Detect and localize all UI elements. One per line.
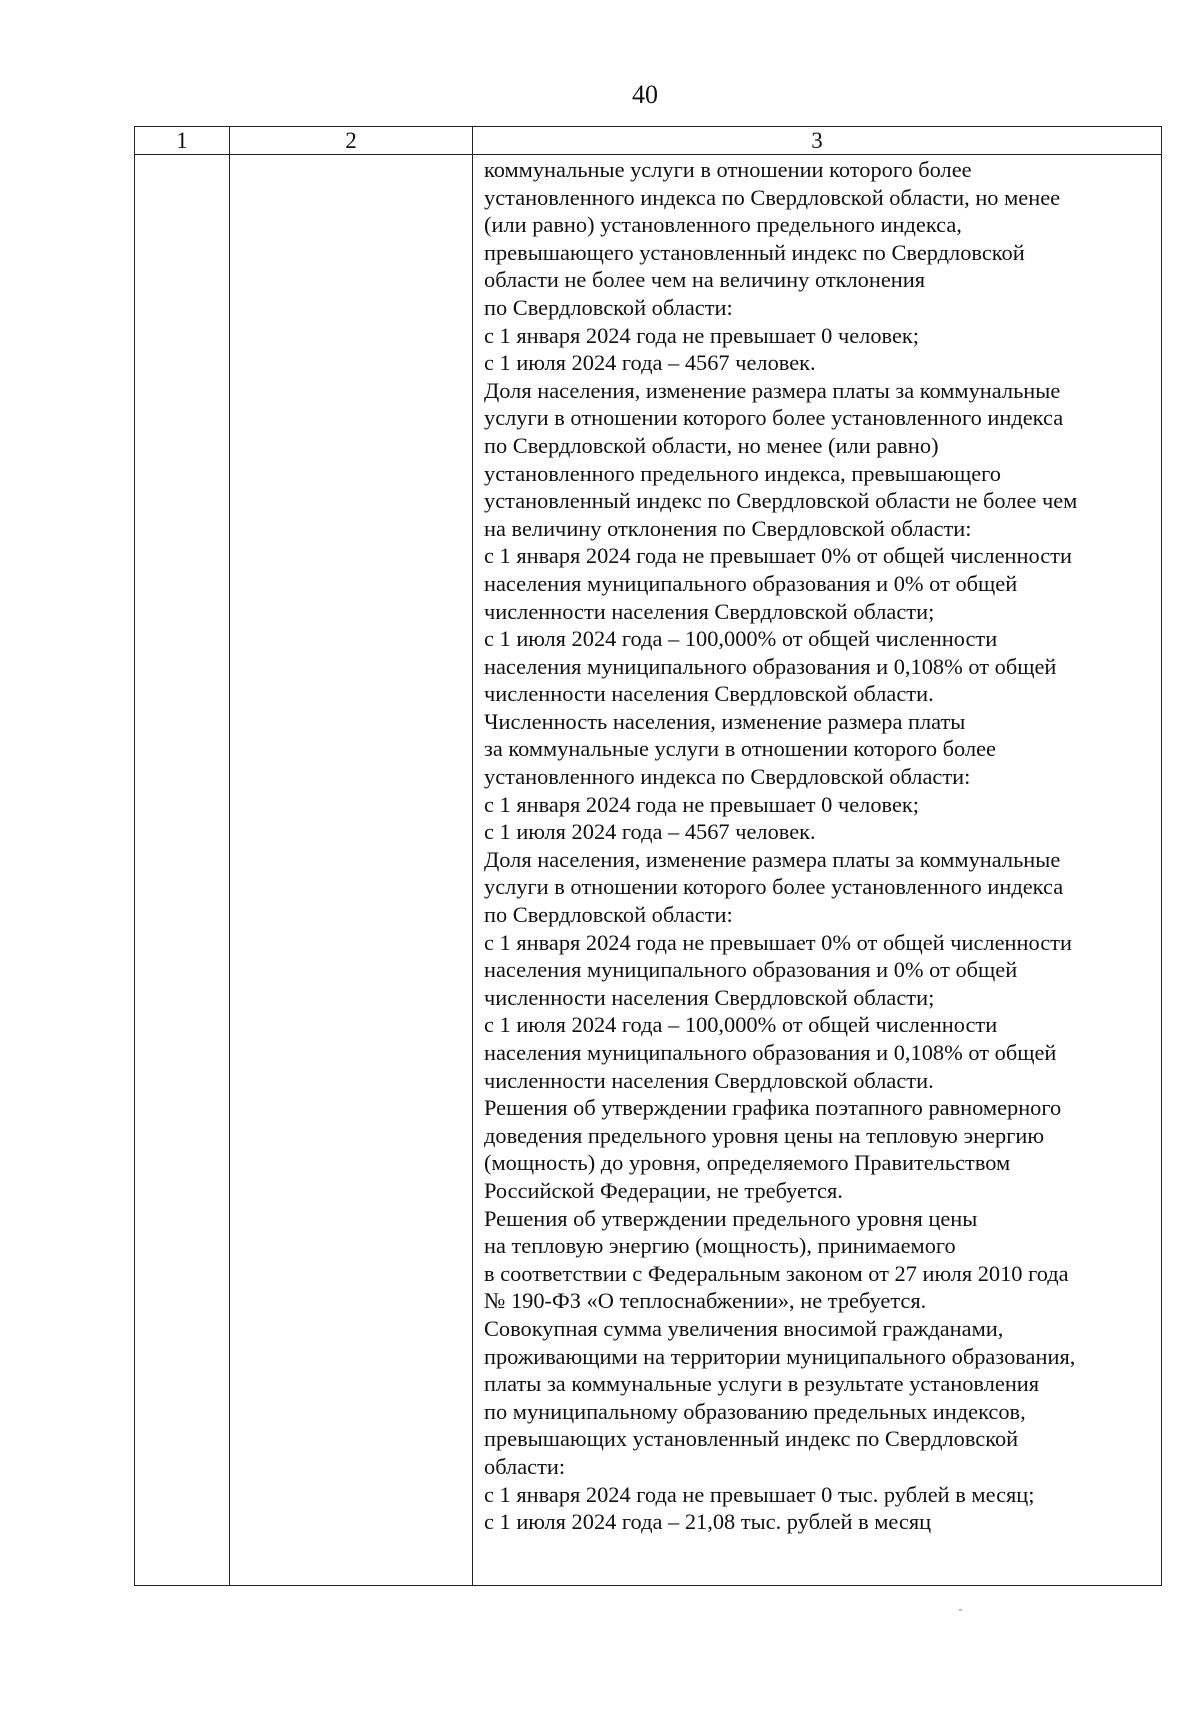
text-line: коммунальные услуги в отношении которого более xyxy=(484,157,972,182)
column-header-3: 3 xyxy=(473,127,1162,155)
scan-speck xyxy=(959,1609,962,1611)
text-line: установленного предельного индекса, превышающего xyxy=(484,460,1002,486)
text-line: с 1 июля 2024 года – 21,08 тыс. рублей в месяц xyxy=(484,1509,932,1535)
text-line: Совокупная сумма увеличения вносимой гражданами, xyxy=(484,1315,1004,1341)
text-line: установленного индекса по Свердловской области: xyxy=(484,764,971,790)
text-line: с 1 января 2024 года не превышает 0 человек; xyxy=(484,791,919,817)
text-line: на тепловую энергию (мощность), принимаемого xyxy=(484,1233,956,1259)
text-line: по Свердловской области: xyxy=(484,294,733,320)
text-line: Решения об утверждении предельного уровня цены xyxy=(484,1205,978,1231)
text-line: Доля населения, изменение размера платы за коммунальные xyxy=(484,846,1061,872)
text-line: численности населения Свердловской области; xyxy=(484,984,935,1010)
text-line: за коммунальные услуги в отношении которого более xyxy=(484,736,996,762)
text-line: (или равно) установленного предельного индекса, xyxy=(484,212,962,238)
text-line: с 1 июля 2024 года – 4567 человек. xyxy=(484,350,816,376)
table-header-row xyxy=(135,127,1162,155)
text-line: с 1 января 2024 года не превышает 0% от общей численности xyxy=(484,929,1072,955)
text-line: с 1 июля 2024 года – 100,000% от общей численности xyxy=(484,1012,998,1038)
text-line: (мощность) до уровня, определяемого Правительством xyxy=(484,1150,1011,1176)
page-number: 40 xyxy=(632,80,658,109)
text-line: с 1 января 2024 года не превышает 0% от общей численности xyxy=(484,543,1072,569)
cell-col-3-text xyxy=(484,156,1147,1536)
column-header-1: 1 xyxy=(135,127,230,155)
text-line: населения муниципального образования и 0,108% от общей xyxy=(484,653,1057,679)
text-line: Доля населения, изменение размера платы за коммунальные xyxy=(484,377,1061,403)
text-line: Российской Федерации, не требуется. xyxy=(484,1177,843,1203)
text-line: населения муниципального образования и 0,108% от общей xyxy=(484,1040,1057,1065)
text-line: численности населения Свердловской области. xyxy=(484,681,934,707)
cell-col-1 xyxy=(135,155,230,1586)
text-line: услуги в отношении которого более установленного индекса xyxy=(484,405,1064,431)
text-line: в соответствии с Федеральным законом от 27 июля 2010 года xyxy=(484,1260,1069,1286)
text-line: превышающего установленный индекс по Свердловской xyxy=(484,239,1025,265)
text-line: с 1 января 2024 года не превышает 0 человек; xyxy=(484,322,919,348)
text-line: населения муниципального образования и 0% от общей xyxy=(484,957,1018,983)
text-line: установленного индекса по Свердловской области, но менее xyxy=(484,184,1061,210)
column-header-2: 2 xyxy=(230,127,473,155)
text-line: с 1 июля 2024 года – 4567 человек. xyxy=(484,819,816,845)
text-line: по Свердловской области, но менее (или равно) xyxy=(484,432,939,458)
cell-col-2 xyxy=(230,155,473,1586)
text-line: численности населения Свердловской области; xyxy=(484,598,935,624)
table-row xyxy=(135,155,1162,1586)
text-line: установленный индекс по Свердловской области не более чем xyxy=(484,488,1078,514)
document-table xyxy=(134,126,1162,1586)
text-line: на величину отклонения по Свердловской области: xyxy=(484,515,972,541)
text-line: услуги в отношении которого более установленного индекса xyxy=(484,874,1064,900)
text-line: проживающими на территории муниципального образования, xyxy=(484,1343,1076,1369)
text-line: Численность населения, изменение размера платы xyxy=(484,708,966,734)
text-line: населения муниципального образования и 0% от общей xyxy=(484,570,1018,596)
text-line: области не более чем на величину отклонения xyxy=(484,267,926,293)
text-line: Решения об утверждении графика поэтапного равномерного xyxy=(484,1095,1062,1121)
text-line: с 1 января 2024 года не превышает 0 тыс. рублей в месяц; xyxy=(484,1481,1035,1507)
text-line: превышающих установленный индекс по Свердловской xyxy=(484,1426,1019,1452)
cell-col-3 xyxy=(473,155,1162,1586)
text-line: № 190-ФЗ «О теплоснабжении», не требуется. xyxy=(484,1288,927,1314)
text-line: доведения предельного уровня цены на тепловую энергию xyxy=(484,1122,1045,1148)
text-line: платы за коммунальные услуги в результате установления xyxy=(484,1371,1040,1397)
text-line: по Свердловской области: xyxy=(484,902,733,928)
text-line: по муниципальному образованию предельных индексов, xyxy=(484,1398,1026,1424)
text-line: численности населения Свердловской области. xyxy=(484,1067,934,1093)
text-line: области: xyxy=(484,1453,566,1479)
text-line: с 1 июля 2024 года – 100,000% от общей численности xyxy=(484,626,998,652)
